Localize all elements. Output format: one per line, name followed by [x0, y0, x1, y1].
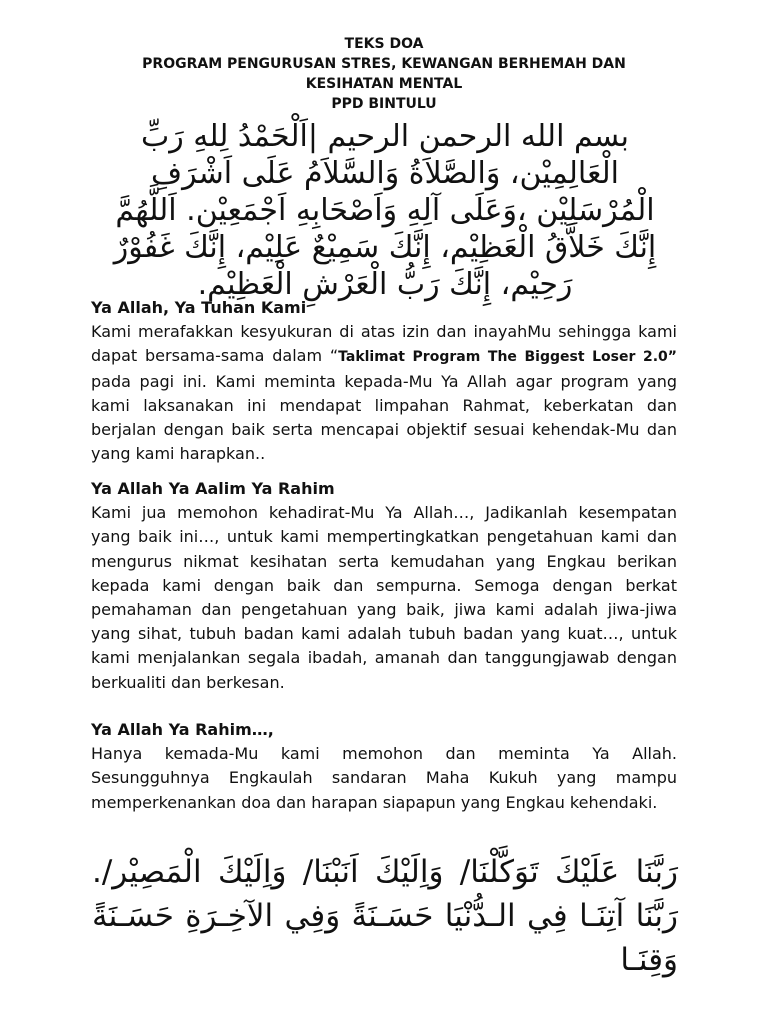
header-title: TEKS DOA: [344, 36, 424, 52]
header-program-line-2: KESIHATAN MENTAL: [305, 76, 463, 92]
section-heading: Ya Allah, Ya Tuhan Kami: [91, 298, 307, 317]
paragraph-text-cont: pada pagi ini. Kami meminta kepada-Mu Ya Allah agar program yang kami laksanakan ini mendapat limpahan Rahmat, keberkatan dan berjalan dengan baik serta mencapai objektif sesuai kehendak-Mu dan yang kami harapkan..: [91, 371, 677, 464]
document-header: [0, 34, 768, 114]
section-paragraph: Kami jua memohon kehadirat-Mu Ya Allah…, Jadikanlah kesempatan yang baik ini…, untuk kami mempertingkatkan pengetahuan kami dan mengurus nikmat kesihatan serta kemudahan yang Engkau berikan kepada kami dengan baik dan sempurna. Semoga dengan berkat pemahaman dan pengetahuan yang baik, jiwa kami adalah jiwa-jiwa yang sihat, tubuh badan kami adalah tubuh badan yang kuat…, untuk kami menjalankan segala ibadah, amanah dan tanggungjawab dengan berkualiti dan berkesan.: [91, 503, 677, 692]
paragraph-text: Kami merafakkan kesyukuran di atas izin dan inayahMu sehingga kami dapat bersama-sama dalam “: [91, 322, 677, 366]
section-ya-allah-ya-rahim: [91, 718, 677, 815]
program-name: Taklimat Program The Biggest Loser 2.0”: [338, 349, 677, 366]
arabic-closing-prayer: رَبَّنَا عَلَيْكَ تَوَكَّلْنَا/ وَاِلَيْكَ اَنَبْنَا/ وَاِلَيْكَ الْمَصِيْر/. رَبَّنَا آتِنَـا فِي الـدُّنْيَا حَسَـنَةً وَفِي الآخِـرَةِ حَسَـنَةً وَقِنَـا: [92, 854, 678, 978]
section-ya-allah-ya-aalim: [91, 477, 677, 695]
section-heading: Ya Allah Ya Rahim…,: [91, 720, 274, 739]
section-paragraph: [91, 320, 677, 466]
section-heading: Ya Allah Ya Aalim Ya Rahim: [91, 479, 335, 498]
arabic-opening-prayer: بسم الله الرحمن الرحيم |اَلْحَمْدُ لِلهِ رَبِّ الْعَالِمِيْن، وَالصَّلاَةُ وَالسَّلاَمُ عَلَى اَشْرَفِ الْمُرْسَلِيْن ،وَعَلَى آلِهِ وَاَصْحَابِهِ اَجْمَعِيْن. اَللَّهُمَّ إِنَّكَ خَلاَّقُ الْعَظِيْم، إِنَّكَ سَمِيْعٌ عَلِيْم، إِنَّكَ غَفُوْرٌ رَحِيْم، إِنَّكَ رَبُّ الْعَرْشِ الْعَظِيْم.: [113, 119, 657, 302]
section-ya-allah-ya-tuhan-kami: [91, 296, 677, 466]
section-paragraph: Hanya kemada-Mu kami memohon dan meminta Ya Allah. Sesungguhnya Engkaulah sandaran Maha Kukuh yang mampu memperkenankan doa dan harapan siapapun yang Engkau kehendaki.: [91, 744, 677, 812]
header-program-line: PROGRAM PENGURUSAN STRES, KEWANGAN BERHEMAH DAN: [142, 56, 626, 72]
header-organization: PPD BINTULU: [331, 96, 437, 112]
